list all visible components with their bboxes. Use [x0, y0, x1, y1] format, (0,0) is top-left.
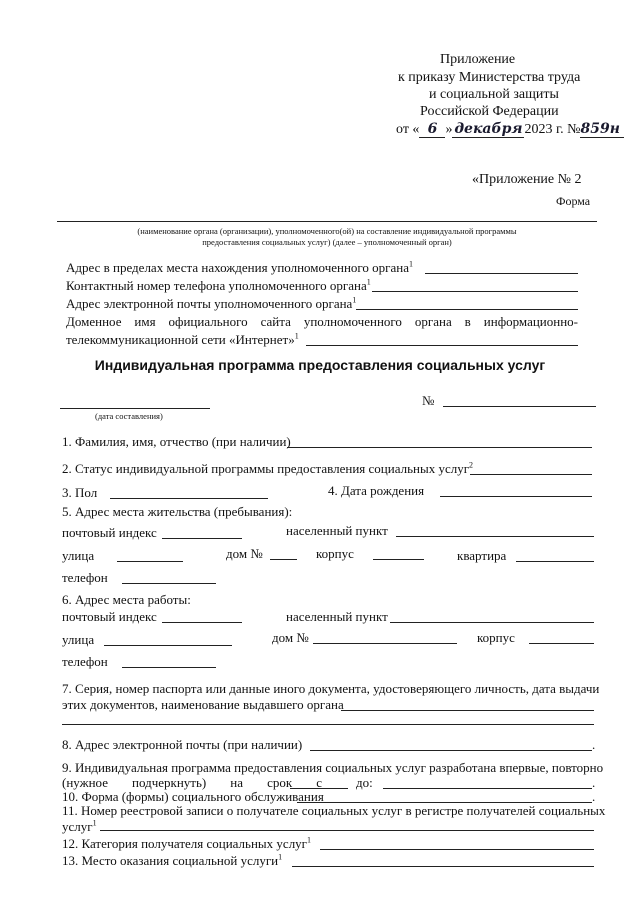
date-year: 2023 г. №: [524, 122, 581, 137]
field-10-period: .: [592, 789, 596, 804]
field-2-label: 2. Статус индивидуальной программы предоставления социальных услуг$^2$: [62, 460, 474, 476]
field-7-label-1: 7. Серия, номер паспорта или данные иного документа, удостоверяющего личность, дата выдачи: [62, 681, 600, 696]
f6-building-line[interactable]: [529, 643, 594, 644]
f5-house-label: дом №: [226, 546, 263, 561]
field-8-label: 8. Адрес электронной почты (при наличии): [62, 737, 303, 752]
compilation-date-caption: (дата составления): [95, 411, 163, 421]
field-2-line[interactable]: [470, 474, 592, 475]
f5-street-line[interactable]: [117, 561, 183, 562]
field-1-line[interactable]: [287, 447, 592, 448]
field-9-label-1: 9. Индивидуальная программа предоставления социальных услуг разработана впервые, повторно: [62, 760, 604, 775]
order-date-line: от « 6 » декабря 2023 г. №859н: [396, 121, 624, 138]
contact-email-label: Адрес электронной почты уполномоченного органа$^1$: [66, 295, 357, 311]
field-8-line[interactable]: [310, 750, 592, 751]
date-prefix: от «: [396, 122, 420, 137]
field-7-label-2: этих документов, наименование выдавшего органа: [62, 697, 344, 712]
contact-email-line[interactable]: [356, 309, 578, 310]
field-1-label: 1. Фамилия, имя, отчество (при наличии): [62, 434, 291, 449]
field-4-label: 4. Дата рождения: [328, 483, 425, 498]
field-13-label: 13. Место оказания социальной услуги$^1$: [62, 852, 283, 868]
contact-domain-label-1: Доменное имя официального сайта уполномоченного органа в информационно-: [66, 314, 578, 329]
header-line-4: Российской Федерации: [420, 104, 559, 119]
field-11-line[interactable]: [100, 830, 594, 831]
field-11-label-1: 11. Номер реестровой записи о получателе социальных услуг в регистре получателей социальных: [62, 803, 606, 818]
f5-street-label: улица: [62, 548, 95, 563]
field-12-label: 12. Категория получателя социальных услуг$^1$: [62, 835, 312, 851]
number-sign: №: [422, 393, 435, 408]
handwritten-order-number: 859н: [580, 121, 624, 138]
field-5-label: 5. Адрес места жительства (пребывания):: [62, 504, 293, 519]
handwritten-month: декабря: [454, 121, 523, 137]
authority-caption-2: предоставления социальных услуг) (далее – уполномоченный орган): [202, 237, 452, 247]
f6-building-label: корпус: [477, 630, 515, 645]
field-10-label: 10. Форма (формы) социального обслуживания: [62, 789, 324, 804]
contact-phone-line[interactable]: [372, 291, 578, 292]
f6-house-line[interactable]: [313, 643, 457, 644]
f6-postal-label: почтовый индекс: [62, 609, 157, 624]
f5-building-line[interactable]: [373, 559, 424, 560]
field-11-label-2: услуг$^1$: [62, 818, 97, 834]
field-7-line-2[interactable]: [62, 724, 594, 725]
field-6-label: 6. Адрес места работы:: [62, 592, 191, 607]
f5-postal-line[interactable]: [162, 538, 242, 539]
f6-house-label: дом №: [272, 630, 309, 645]
form-label: Форма: [556, 194, 591, 208]
contact-address-line[interactable]: [425, 273, 578, 274]
f5-phone-line[interactable]: [122, 583, 216, 584]
f6-settlement-line[interactable]: [390, 622, 594, 623]
field-12-line[interactable]: [320, 849, 594, 850]
contact-domain-label-2: телекоммуникационной сети «Интернет»$^1$: [66, 331, 299, 347]
f5-settlement-label: населенный пункт: [286, 523, 388, 538]
header-line-2: к приказу Министерства труда: [398, 70, 581, 85]
f6-phone-line[interactable]: [122, 667, 216, 668]
field-3-line[interactable]: [110, 498, 268, 499]
program-number-line[interactable]: [443, 406, 596, 407]
field-9-to-line[interactable]: [383, 788, 592, 789]
annex-title: «Приложение № 2: [472, 172, 582, 187]
compilation-date-line[interactable]: [60, 408, 210, 409]
f6-phone-label: телефон: [62, 654, 108, 669]
f5-apartment-line[interactable]: [516, 561, 594, 562]
f6-settlement-label: населенный пункт: [286, 609, 388, 624]
field-3-label: 3. Пол: [62, 485, 98, 500]
field-8-period: .: [592, 737, 596, 752]
f5-settlement-line[interactable]: [396, 536, 594, 537]
field-9-to-label: до:: [356, 775, 373, 790]
contact-phone-label: Контактный номер телефона уполномоченного органа$^1$: [66, 277, 371, 293]
field-9-label-2: (нужное подчеркнуть) на срок с: [62, 775, 322, 790]
authority-name-line[interactable]: [57, 221, 597, 222]
contact-domain-line[interactable]: [306, 345, 578, 346]
header-line-3: и социальной защиты: [429, 87, 559, 102]
f5-house-line[interactable]: [270, 559, 297, 560]
contact-address-label: Адрес в пределах места нахождения уполномоченного органа$^1$: [66, 259, 414, 275]
f5-postal-label: почтовый индекс: [62, 525, 157, 540]
f5-building-label: корпус: [316, 546, 354, 561]
field-13-line[interactable]: [292, 866, 594, 867]
f6-postal-line[interactable]: [162, 622, 242, 623]
field-7-line-1[interactable]: [341, 710, 594, 711]
f6-street-line[interactable]: [104, 645, 232, 646]
field-9-period: .: [592, 775, 596, 790]
f6-street-label: улица: [62, 632, 95, 647]
program-title: Индивидуальная программа предоставления социальных услуг: [94, 357, 546, 373]
authority-caption-1: (наименование органа (организации), уполномоченного(ой) на составление индивидуальной программы: [137, 226, 517, 236]
handwritten-day: 6: [419, 121, 445, 138]
f5-phone-label: телефон: [62, 570, 108, 585]
header-line-1: Приложение: [440, 52, 516, 67]
field-4-line[interactable]: [440, 496, 592, 497]
f5-apartment-label: квартира: [457, 548, 507, 563]
